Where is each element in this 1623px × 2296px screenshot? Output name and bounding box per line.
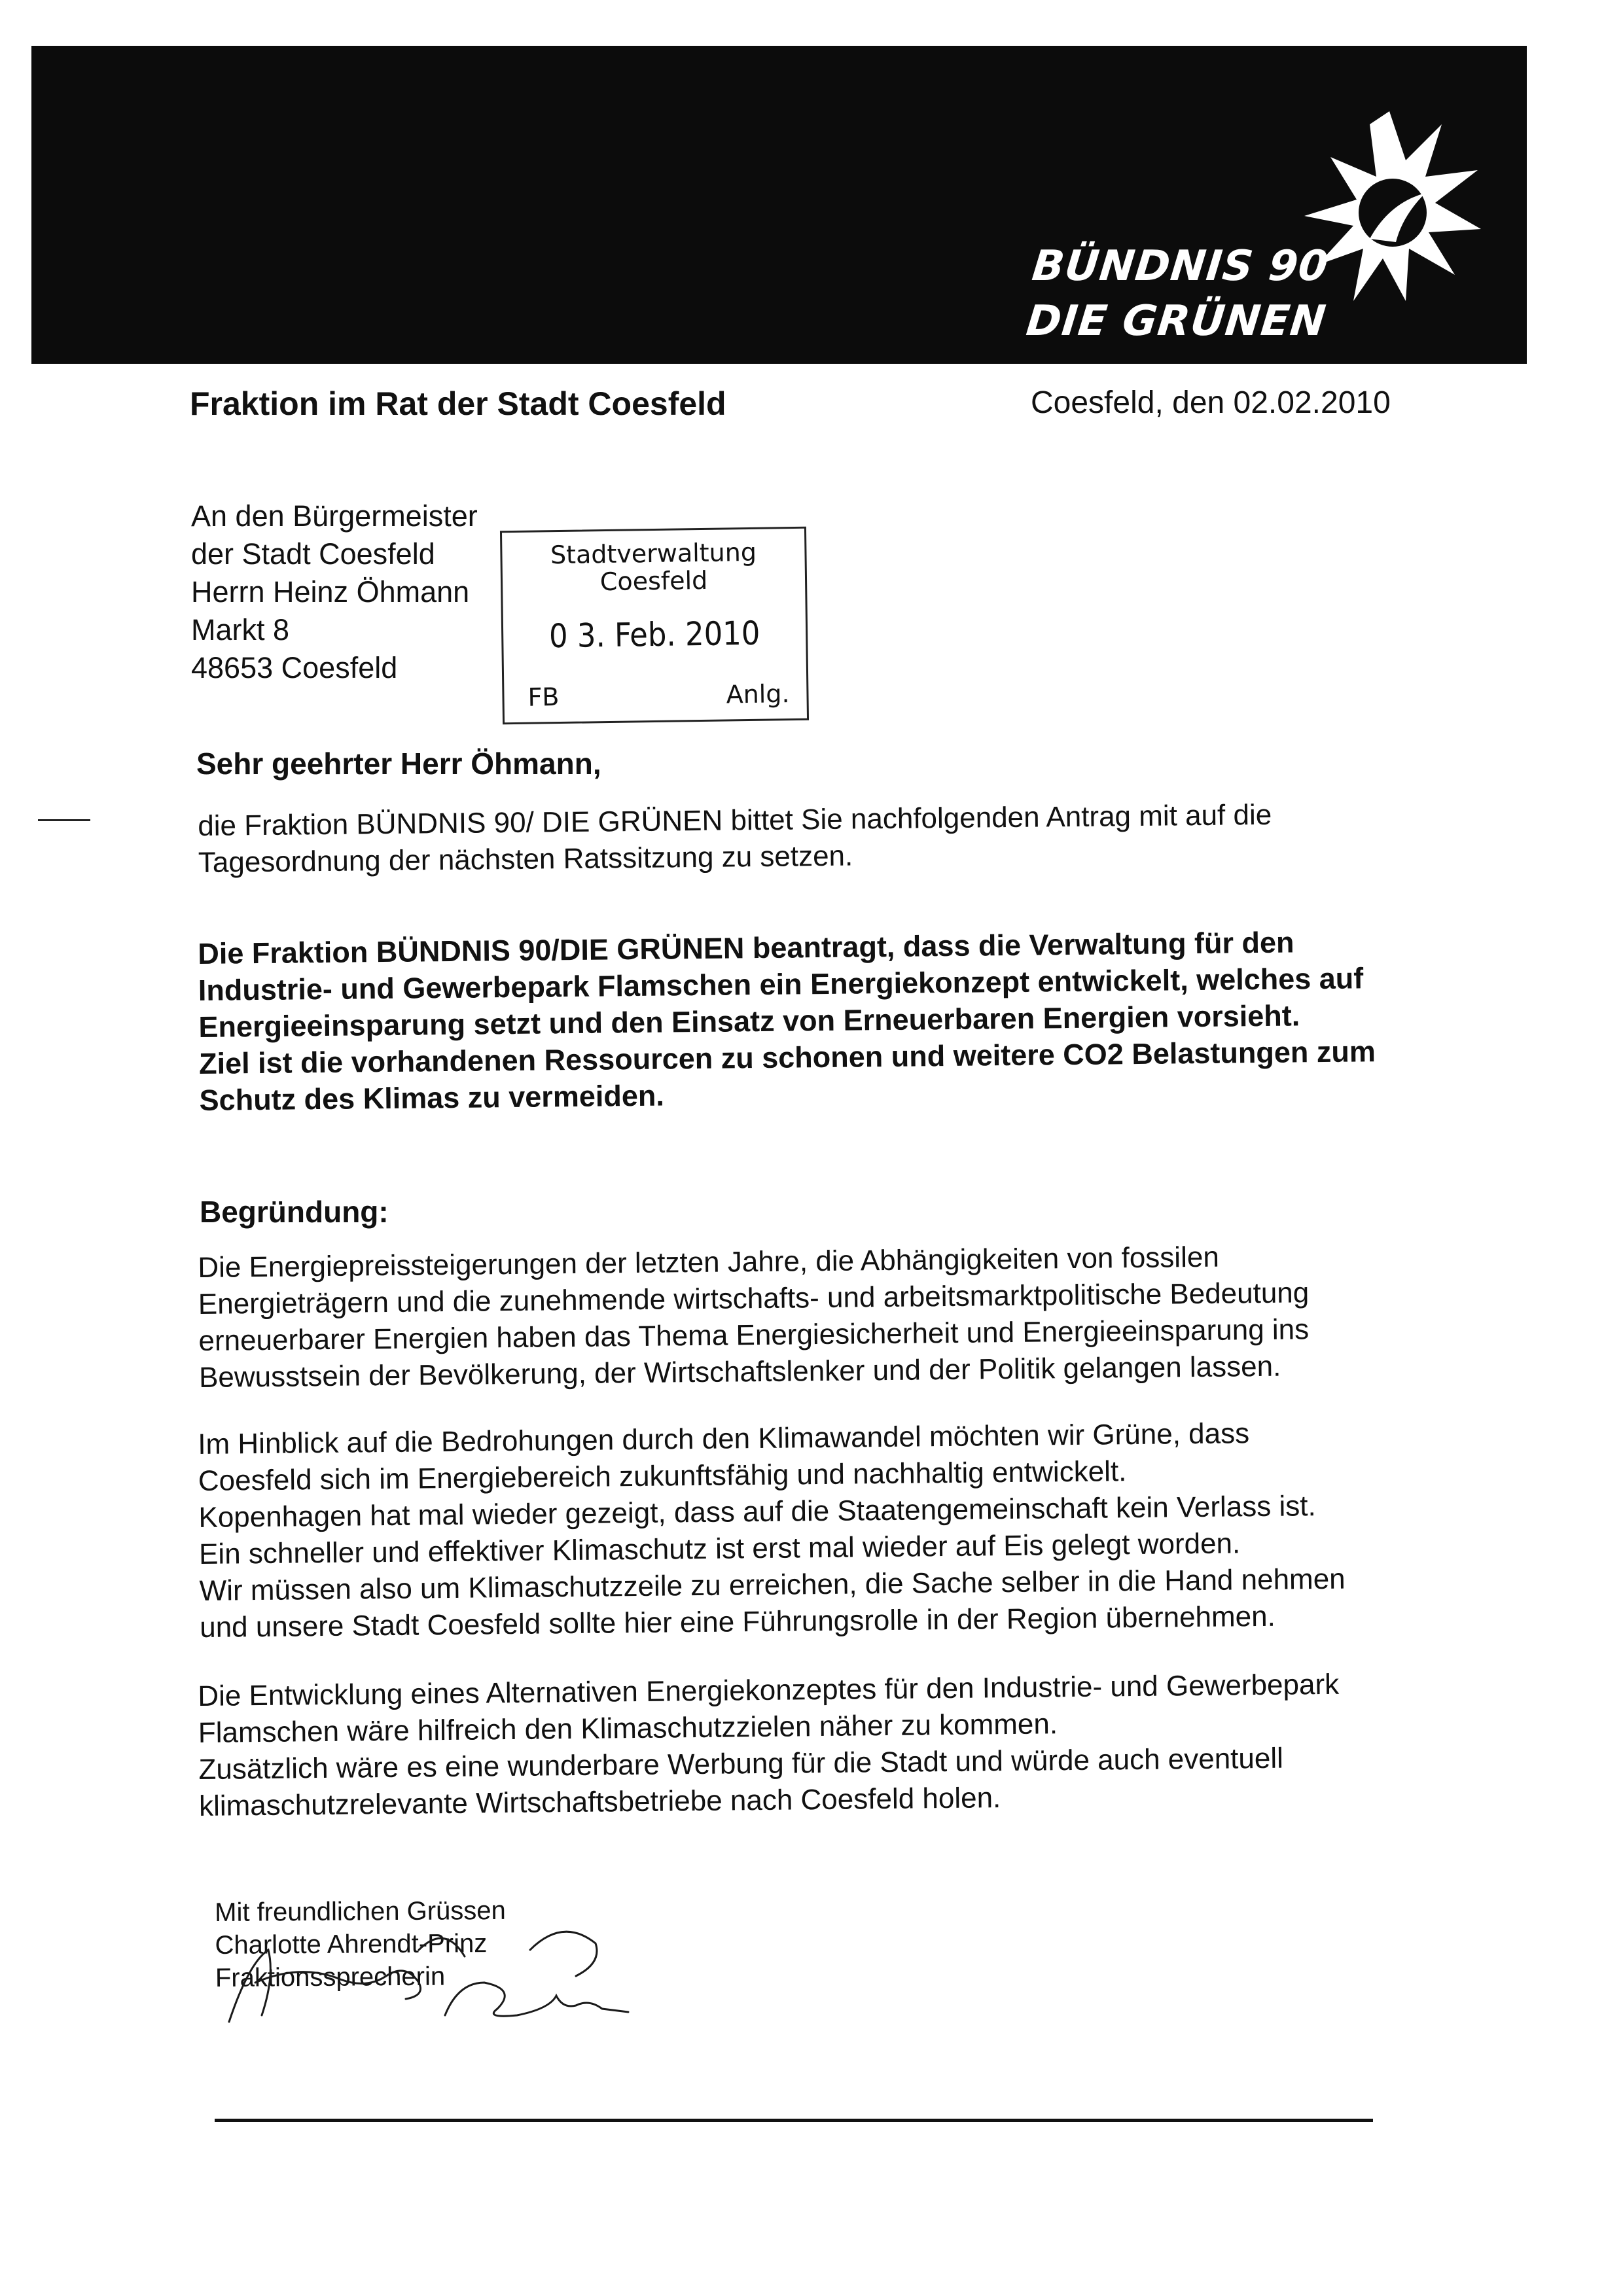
text-line: Ein schneller und effektiver Klimaschutz ist erst mal wieder auf Eis gelegt worden.: [198, 1527, 1241, 1570]
reason-paragraph-3: [198, 1665, 1508, 1825]
letterhead-banner: [31, 46, 1527, 364]
address-line: An den Bürgermeister: [191, 499, 478, 533]
text-line: Im Hinblick auf die Bedrohungen durch den Klimawandel möchten wir Grüne, dass: [198, 1417, 1250, 1460]
text-line: Energieträgern und die zunehmende wirtschafts- und arbeitsmarktpolitische Bedeutung: [198, 1277, 1310, 1320]
text-line: Flamschen wäre hilfreich den Klimaschutzzielen näher zu kommen.: [198, 1708, 1058, 1749]
faction-title: Fraktion im Rat der Stadt Coesfeld: [190, 385, 726, 422]
received-stamp: [500, 527, 809, 725]
text-line: Die Fraktion BÜNDNIS 90/DIE GRÜNEN beantragt, dass die Verwaltung für den: [198, 925, 1294, 970]
text-line: Energieeinsparung setzt und den Einsatz von Erneuerbaren Energien vorsieht.: [198, 998, 1300, 1044]
stamp-date: 0 3. Feb. 2010: [548, 614, 760, 656]
stamp-organization: [502, 538, 805, 597]
address-line: der Stadt Coesfeld: [191, 537, 435, 571]
address-line: Herrn Heinz Öhmann: [191, 575, 470, 609]
handwritten-signature: [209, 1884, 733, 2041]
stamp-org-line: Coesfeld: [599, 565, 708, 597]
text-line: Die Energiepreissteigerungen der letzten Jahre, die Abhängigkeiten von fossilen: [198, 1241, 1220, 1284]
text-line: Bewusstsein der Bevölkerung, der Wirtschaftslenker und der Politik gelangen lassen.: [198, 1350, 1281, 1394]
signatory-role: Fraktionssprecherin: [215, 1962, 446, 1992]
stamp-fb-label: FB: [527, 682, 560, 712]
recipient-address: [191, 497, 478, 687]
stamp-org-line: Stadtverwaltung: [550, 537, 757, 570]
text-line: Schutz des Klimas zu vermeiden.: [199, 1078, 665, 1117]
intro-paragraph: [198, 794, 1507, 881]
logo-line-1: BÜNDNIS 90: [1029, 242, 1331, 291]
reason-paragraph-1: [198, 1236, 1508, 1396]
party-logo: [1024, 85, 1488, 347]
text-line: Industrie- und Gewerbepark Flamschen ein Energiekonzept entwickelt, welches auf: [198, 961, 1364, 1007]
text-line: erneuerbarer Energien haben das Thema Energiesicherheit und Energieeinsparung ins: [198, 1313, 1310, 1357]
address-line: Markt 8: [191, 613, 290, 646]
footer-divider: [215, 2119, 1373, 2122]
text-line: Tagesordnung der nächsten Ratssitzung zu setzen.: [198, 839, 853, 879]
logo-line-2: DIE GRÜNEN: [1024, 297, 1329, 345]
stamp-attachment-label: Anlg.: [726, 679, 790, 709]
address-line: 48653 Coesfeld: [191, 651, 398, 684]
fold-mark: [38, 819, 90, 821]
reason-paragraph-2: [198, 1413, 1508, 1646]
text-line: klimaschutzrelevante Wirtschaftsbetriebe nach Coesfeld holen.: [198, 1782, 1001, 1822]
text-line: Kopenhagen hat mal wieder gezeigt, dass auf die Staatengemeinschaft kein Verlass ist.: [198, 1490, 1316, 1534]
signatory-name: Charlotte Ahrendt-Prinz: [215, 1929, 488, 1960]
text-line: die Fraktion BÜNDNIS 90/ DIE GRÜNEN bittet Sie nachfolgenden Antrag mit auf die: [198, 798, 1272, 842]
text-line: Zusätzlich wäre es eine wunderbare Werbung für die Stadt und würde auch eventuell: [198, 1742, 1284, 1786]
reason-heading: Begründung:: [200, 1195, 389, 1229]
sunflower-icon: [1291, 85, 1488, 347]
text-line: Coesfeld sich im Energiebereich zukunftsfähig und nachhaltig entwickelt.: [198, 1455, 1127, 1497]
text-line: Die Entwicklung eines Alternativen Energiekonzeptes für den Industrie- und Gewerbepark: [198, 1668, 1340, 1712]
motion-paragraph: [198, 922, 1508, 1119]
text-line: Wir müssen also um Klimaschutzzeile zu erreichen, die Sache selber in die Hand nehmen: [199, 1563, 1346, 1607]
text-line: Ziel ist die vorhandenen Ressourcen zu schonen und weitere CO2 Belastungen zum: [198, 1034, 1376, 1080]
logo-wordmark: [1024, 239, 1334, 349]
greeting: Sehr geehrter Herr Öhmann,: [196, 747, 601, 781]
closing-salutation: Mit freundlichen Grüssen: [215, 1896, 506, 1927]
letter-date: Coesfeld, den 02.02.2010: [1031, 385, 1391, 420]
text-line: und unsere Stadt Coesfeld sollte hier eine Führungsrolle in der Region übernehmen.: [199, 1600, 1276, 1644]
